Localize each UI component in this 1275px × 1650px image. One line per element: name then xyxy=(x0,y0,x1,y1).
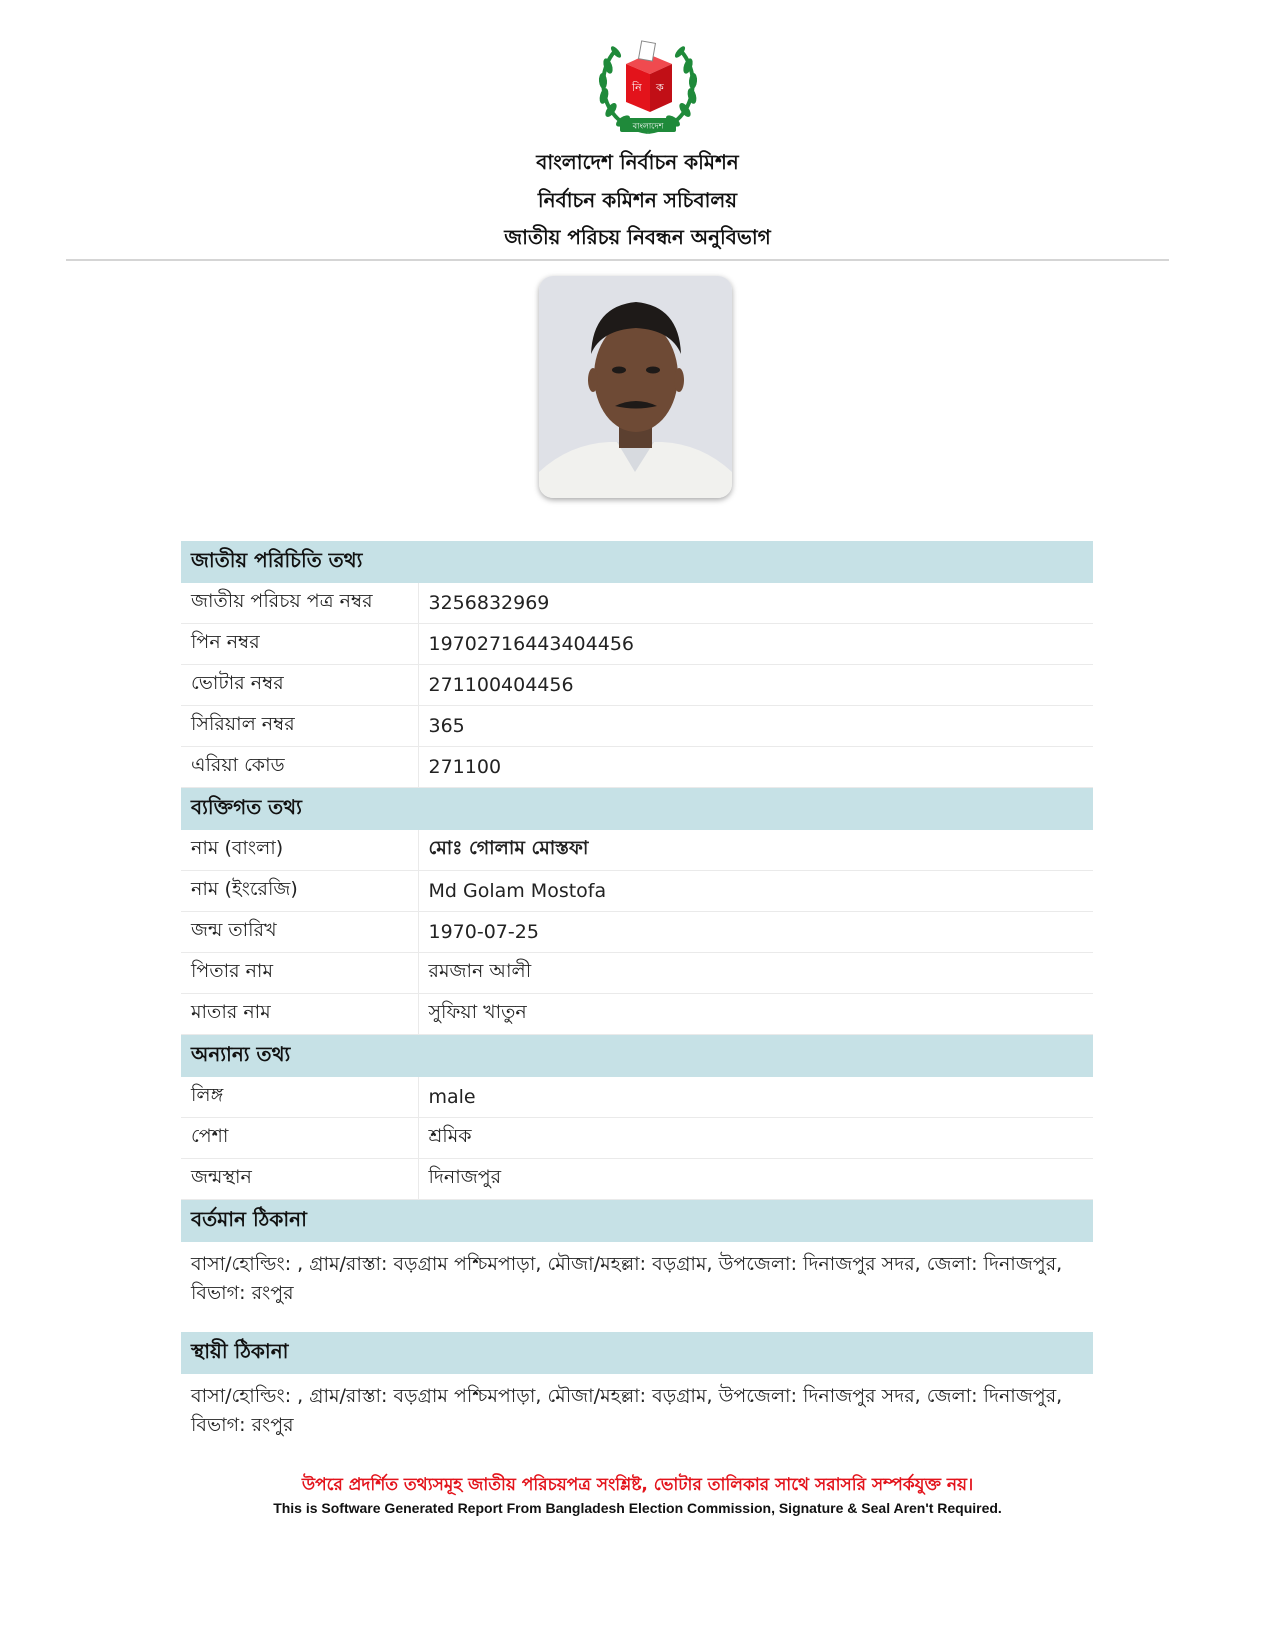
field-label: পিন নম্বর xyxy=(181,624,418,665)
father-name-value: রমজান আলী xyxy=(418,953,1093,994)
portrait-image xyxy=(539,276,732,498)
table-row xyxy=(181,624,1093,665)
org-title: বাংলাদেশ নির্বাচন কমিশন xyxy=(536,150,739,174)
svg-text:ক: ক xyxy=(656,81,664,94)
field-label: পেশা xyxy=(181,1118,418,1159)
section-title: বর্তমান ঠিকানা xyxy=(181,1200,1093,1243)
occupation-value: শ্রমিক xyxy=(418,1118,1093,1159)
table-row xyxy=(181,871,1093,912)
gender-value: male xyxy=(418,1077,1093,1118)
table-row xyxy=(181,1374,1093,1442)
date-of-birth-value: 1970-07-25 xyxy=(418,912,1093,953)
org-division: জাতীয় পরিচয় নিবন্ধন অনুবিভাগ xyxy=(504,225,771,249)
table-row xyxy=(181,1118,1093,1159)
section-title: স্থায়ী ঠিকানা xyxy=(181,1332,1093,1374)
portrait-photo xyxy=(539,276,732,498)
ballot-box-icon xyxy=(626,41,672,112)
table-row xyxy=(181,830,1093,871)
section-header-personal-info xyxy=(181,788,1093,831)
table-row xyxy=(181,706,1093,747)
section-title: জাতীয় পরিচিতি তথ্য xyxy=(181,541,1093,583)
section-header-other-info xyxy=(181,1035,1093,1078)
serial-number-value: 365 xyxy=(418,706,1093,747)
table-row xyxy=(181,994,1093,1035)
section-header-present-address xyxy=(181,1200,1093,1243)
field-label: মাতার নাম xyxy=(181,994,418,1035)
svg-text:বাংলাদেশ: বাংলাদেশ xyxy=(632,121,664,131)
area-code-value: 271100 xyxy=(418,747,1093,788)
election-commission-logo xyxy=(596,36,700,140)
pin-number-value: 19702716443404456 xyxy=(418,624,1093,665)
org-subtitle: নির্বাচন কমিশন সচিবালয় xyxy=(537,188,738,212)
section-title: ব্যক্তিগত তথ্য xyxy=(181,788,1093,831)
table-row xyxy=(181,665,1093,706)
field-label: লিঙ্গ xyxy=(181,1077,418,1118)
field-label: নাম (ইংরেজি) xyxy=(181,871,418,912)
field-label: সিরিয়াল নম্বর xyxy=(181,706,418,747)
field-label: ভোটার নম্বর xyxy=(181,665,418,706)
header-divider xyxy=(66,259,1169,261)
field-label: জন্মস্থান xyxy=(181,1159,418,1200)
table-row xyxy=(181,1159,1093,1200)
nid-info-table xyxy=(181,541,1093,1442)
present-address-value: বাসা/হোল্ডিং: , গ্রাম/রাস্তা: বড়গ্রাম পশ্চিমপাড়া, মৌজা/মহল্লা: বড়গ্রাম, উপজেলা: দিনাজপুর সদর, জেলা: দিনাজপুর, বিভাগ: রংপুর xyxy=(191,1253,1063,1304)
birthplace-value: দিনাজপুর xyxy=(418,1159,1093,1200)
permanent-address-value: বাসা/হোল্ডিং: , গ্রাম/রাস্তা: বড়গ্রাম পশ্চিমপাড়া, মৌজা/মহল্লা: বড়গ্রাম, উপজেলা: দিনাজপুর সদর, জেলা: দিনাজপুর, বিভাগ: রংপুর xyxy=(191,1385,1063,1436)
logo-ribbon xyxy=(620,118,676,132)
field-label: জন্ম তারিখ xyxy=(181,912,418,953)
name-english-value: Md Golam Mostofa xyxy=(418,871,1093,912)
svg-text:নি: নি xyxy=(632,81,642,94)
field-label: পিতার নাম xyxy=(181,953,418,994)
table-row xyxy=(181,1242,1093,1332)
nid-number-value: 3256832969 xyxy=(418,583,1093,624)
section-header-national-info xyxy=(181,541,1093,583)
field-label: জাতীয় পরিচয় পত্র নম্বর xyxy=(181,583,418,624)
table-row xyxy=(181,1077,1093,1118)
table-row xyxy=(181,583,1093,624)
table-row xyxy=(181,912,1093,953)
table-row xyxy=(181,747,1093,788)
disclaimer-bangla: উপরে প্রদর্শিত তথ্যসমূহ জাতীয় পরিচয়পত্র সংশ্লিষ্ট, ভোটার তালিকার সাথে সরাসরি সম্পর্কযুক্ত নয়। xyxy=(301,1475,974,1495)
section-header-permanent-address xyxy=(181,1332,1093,1374)
table-row xyxy=(181,953,1093,994)
mother-name-value: সুফিয়া খাতুন xyxy=(418,994,1093,1035)
voter-number-value: 271100404456 xyxy=(418,665,1093,706)
disclaimer-english: This is Software Generated Report From Bangladesh Election Commission, Signature & Seal Aren't Required. xyxy=(273,1500,1002,1516)
field-label: এরিয়া কোড xyxy=(181,747,418,788)
name-bangla-value: মোঃ গোলাম মোস্তফা xyxy=(418,830,1093,871)
field-label: নাম (বাংলা) xyxy=(181,830,418,871)
section-title: অন্যান্য তথ্য xyxy=(181,1035,1093,1078)
